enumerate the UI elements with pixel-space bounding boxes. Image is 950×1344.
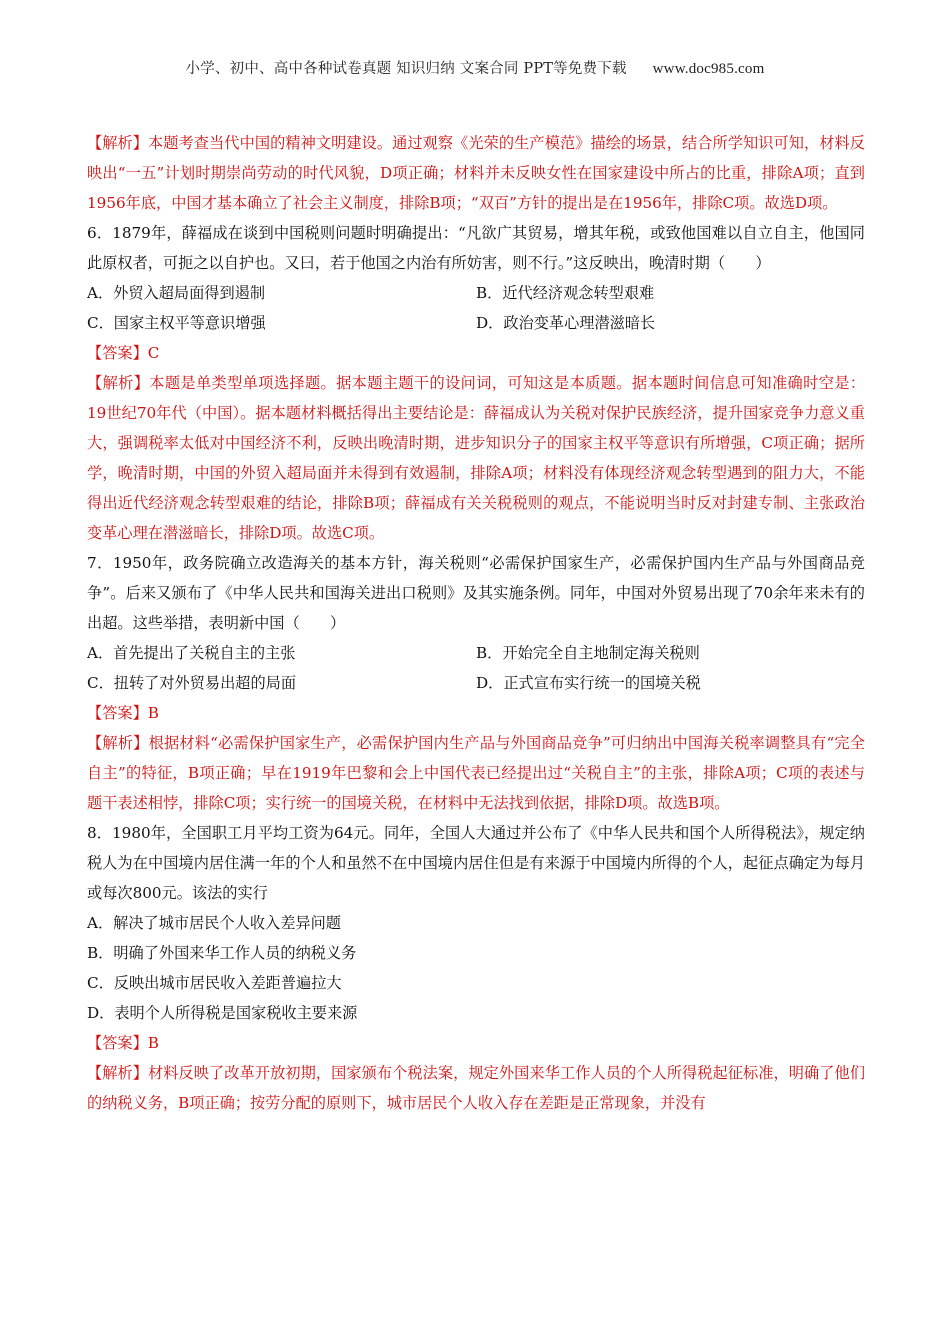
option-c: C．扭转了对外贸易出超的局面 — [87, 674, 297, 692]
analysis-label: 【解析】 — [87, 374, 150, 392]
question-6-options — [87, 278, 865, 338]
answer-value: B — [147, 704, 159, 722]
question-7-answer — [87, 698, 865, 728]
answer-label: 【答案】 — [87, 1034, 148, 1052]
analysis-label: 【解析】 — [87, 134, 149, 152]
answer-label: 【答案】 — [87, 344, 148, 362]
header-site: www.doc985.com — [652, 61, 765, 77]
question-7-analysis — [87, 728, 865, 818]
option-d: D．政治变革心理潜滋暗长 — [476, 314, 656, 332]
analysis-label: 【解析】 — [87, 1064, 149, 1082]
analysis-label: 【解析】 — [87, 734, 149, 752]
option-d: D．表明个人所得税是国家税收主要来源 — [87, 1004, 358, 1022]
answer-value: B — [147, 1034, 159, 1052]
option-a: A．外贸入超局面得到遏制 — [87, 284, 266, 302]
analysis-text: 材料反映了改革开放初期，国家颁布个税法案，规定外国来华工作人员的个人所得税起征标准，明确了他们的纳税义务，B项正确；按劳分配的原则下，城市居民个人收入存在差距是正常现象，并没有 — [87, 1064, 866, 1112]
option-b: B．近代经济观念转型艰难 — [476, 284, 655, 302]
analysis-text: 根据材料“必需保护国家生产，必需保护国内生产品与外国商品竞争”可归纳出中国海关税率调整具有“完全自主”的特征，B项正确；早在1919年巴黎和会上中国代表已经提出过“关税自主”的主张，排除A项；C项的表述与题干表述相悖，排除C项；实行统一的国境关税，在材料中无法找到依据，排除D项。故选B项。 — [87, 734, 865, 812]
question-6-answer — [87, 338, 865, 368]
answer-value: C — [147, 344, 160, 362]
question-7-stem: 7．1950年，政务院确立改造海关的基本方针，海关税则“必需保护国家生产，必需保护国内生产品与外国商品竞争”。后来又颁布了《中华人民共和国海关进出口税则》及其实施条例。同年，中国对外贸易出现了70余年来未有的出超。这些举措，表明新中国（ ） — [87, 554, 865, 632]
question-7-options — [87, 638, 865, 698]
question-6-stem: 6．1879年，薛福成在谈到中国税则问题时明确提出：“凡欲广其贸易，增其年税，或致他国难以自立自主，他国同此原权者，可扼之以自护也。又曰，若于他国之内治有所妨害，则不行。”这反映出，晚清时期（ ） — [87, 224, 865, 272]
analysis-text: 本题是单类型单项选择题。据本题主题干的设问词，可知这是本质题。据本题时间信息可知准确时空是：19世纪70年代（中国）。据本题材料概括得出主要结论是：薛福成认为关税对保护民族经济，提升国家竞争力意义重大，强调税率太低对中国经济不利，反映出晚清时期，进步知识分子的国家主权平等意识有所增强，C项正确；据所学，晚清时期，中国的外贸入超局面并未得到有效遏制，排除A项；材料没有体现经济观念转型遇到的阻力大，不能得出近代经济观念转型艰难的结论，排除B项；薛福成有关关税税则的观点，不能说明当时反对封建专制、主张政治变革心理在潜滋暗长，排除D项。故选C项。 — [87, 374, 866, 542]
option-a: A．解决了城市居民个人收入差异问题 — [87, 914, 341, 932]
question-6-analysis — [87, 368, 865, 548]
option-c: C．反映出城市居民收入差距普遍拉大 — [87, 974, 342, 992]
page-header — [0, 57, 950, 78]
option-b: B．明确了外国来华工作人员的纳税义务 — [87, 944, 357, 962]
document-body — [87, 128, 865, 1118]
question-8-stem: 8．1980年，全国职工月平均工资为64元。同年，全国人大通过并公布了《中华人民共和国个人所得税法》，规定纳税人为在中国境内居住满一年的个人和虽然不在中国境内居住但是有来源于中国境内所得的个人，起征点确定为每月或每次800元。该法的实行 — [87, 824, 865, 902]
option-d: D．正式宣布实行统一的国境关税 — [476, 674, 701, 692]
analysis-text: 本题考查当代中国的精神文明建设。通过观察《光荣的生产模范》描绘的场景，结合所学知识可知，材料反映出“一五”计划时期崇尚劳动的时代风貌，D项正确；材料并未反映女性在国家建设中所占的比重，排除A项；直到1956年底，中国才基本确立了社会主义制度，排除B项；“双百”方针的提出是在1956年，排除C项。故选D项。 — [87, 134, 866, 212]
answer-label: 【答案】 — [87, 704, 148, 722]
question-8-analysis — [87, 1058, 865, 1118]
lead-analysis — [87, 128, 865, 218]
option-a: A．首先提出了关税自主的主张 — [87, 644, 296, 662]
option-c: C．国家主权平等意识增强 — [87, 314, 266, 332]
option-b: B．开始完全自主地制定海关税则 — [476, 644, 700, 662]
question-8-options — [87, 908, 865, 1028]
question-8-answer — [87, 1028, 865, 1058]
header-text: 小学、初中、高中各种试卷真题 知识归纳 文案合同 PPT等免费下载 — [185, 61, 627, 77]
